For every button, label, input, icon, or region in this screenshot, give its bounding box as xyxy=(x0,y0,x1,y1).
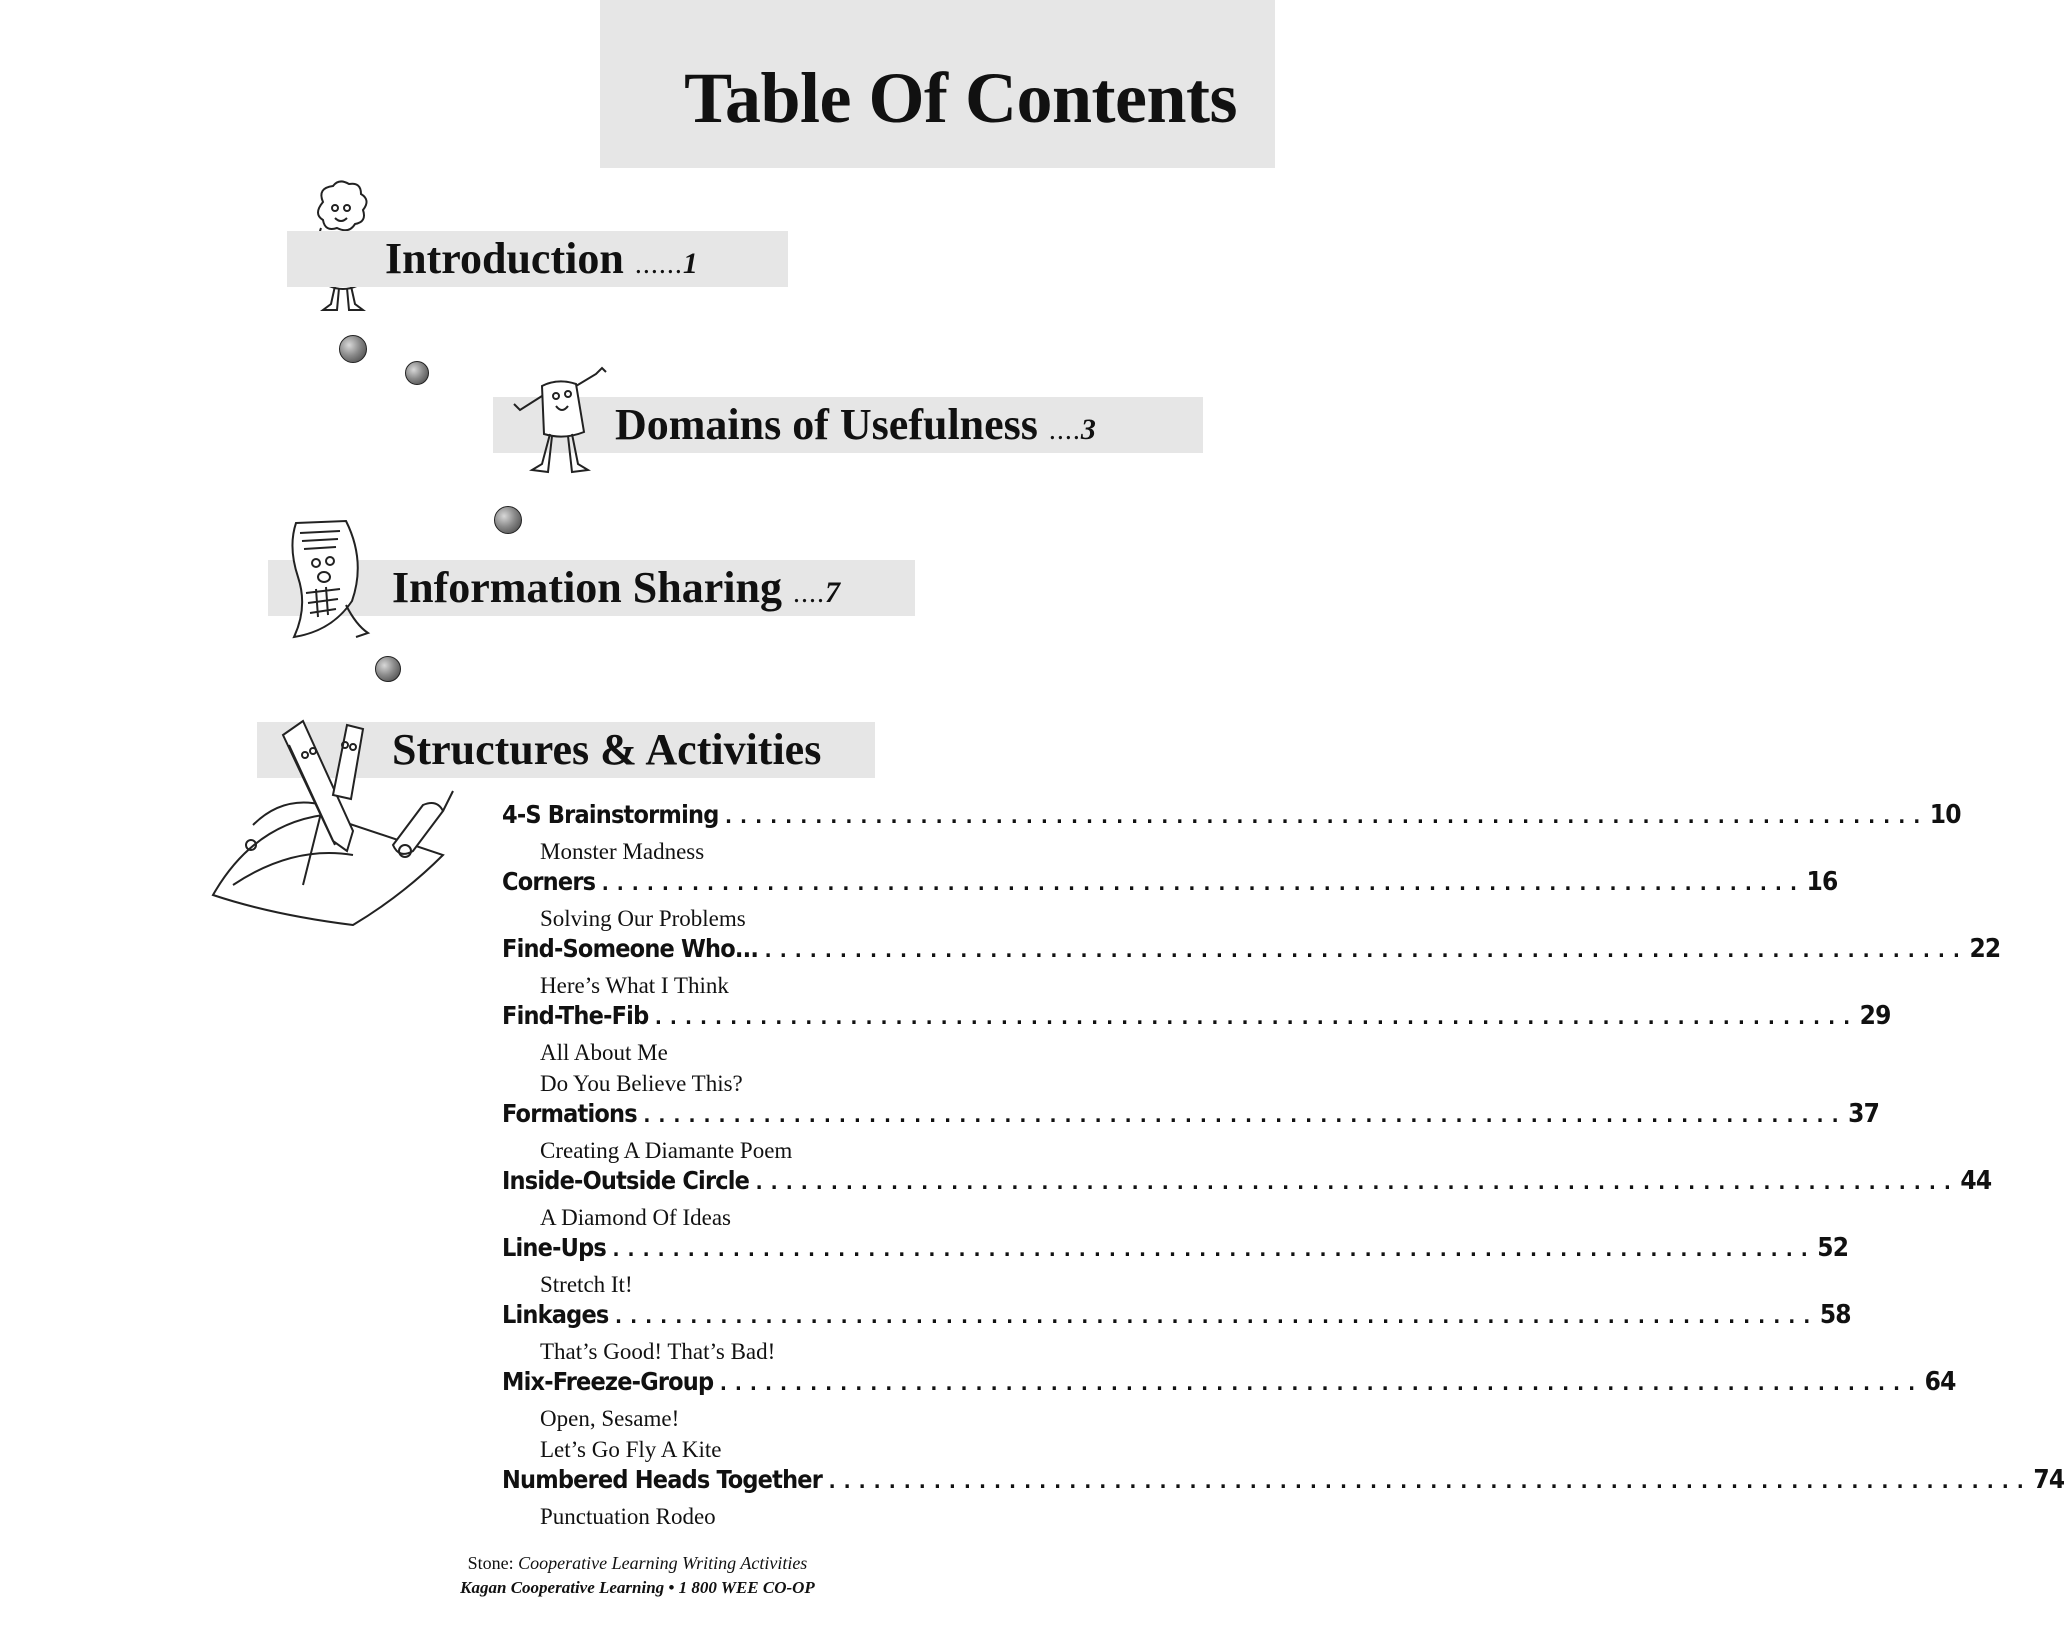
toc-entry[interactable] xyxy=(502,934,2001,1001)
dot-leader: .... xyxy=(1048,415,1081,446)
toc-sub-activity[interactable]: Let’s Go Fly A Kite xyxy=(540,1437,722,1462)
section-label: Information Sharing xyxy=(392,563,782,612)
toc-entry-page-number: 37 xyxy=(1848,1099,1880,1129)
toc-sub-activity[interactable]: Creating A Diamante Poem xyxy=(540,1138,793,1163)
toc-entry-title: Corners xyxy=(502,867,596,896)
toc-entry-page-number: 22 xyxy=(1969,934,2001,964)
toc-entry-title: Formations xyxy=(502,1099,637,1128)
toc-entry[interactable] xyxy=(502,1300,1851,1367)
dot-leader: ................................................................................ xyxy=(826,1469,2030,1493)
toc-entry-page-number: 29 xyxy=(1859,1001,1891,1031)
newspaper-character-icon xyxy=(276,515,374,645)
dot-leader: ................................................................................ xyxy=(612,1304,1816,1328)
footer-publisher: Kagan Cooperative Learning • 1 800 WEE CO-OP xyxy=(460,1578,815,1597)
toc-entry-page-number: 44 xyxy=(1960,1166,1992,1196)
dot-leader: ................................................................................ xyxy=(753,1170,1957,1194)
footer-book-title: Cooperative Learning Writing Activities xyxy=(518,1553,808,1573)
toc-entry-line xyxy=(502,1166,1992,1202)
toc-sub-activity[interactable]: Monster Madness xyxy=(540,839,705,864)
toc-entry-title: Line-Ups xyxy=(502,1233,607,1262)
toc-entry-line xyxy=(502,1367,1956,1403)
bullet-ball-icon xyxy=(405,361,429,385)
toc-entry-line xyxy=(502,1465,2064,1501)
toc-entry-page-number: 16 xyxy=(1806,867,1838,897)
toc-sub-activity[interactable]: That’s Good! That’s Bad! xyxy=(540,1339,776,1364)
dot-leader: ................................................................................ xyxy=(722,804,1926,828)
toc-entry[interactable] xyxy=(502,1166,1992,1233)
toc-entry[interactable] xyxy=(502,1001,1891,1099)
toc-entry-page-number: 52 xyxy=(1817,1233,1849,1263)
toc-entry-page-number: 58 xyxy=(1819,1300,1851,1330)
footer-author: Stone: xyxy=(467,1553,514,1573)
toc-entry-title: Mix-Freeze-Group xyxy=(502,1367,714,1396)
toc-entry-title: 4-S Brainstorming xyxy=(502,800,719,829)
toc-sub-activity[interactable]: All About Me xyxy=(540,1040,668,1065)
bullet-ball-icon xyxy=(339,335,367,363)
dot-leader: ...... xyxy=(634,249,683,280)
pencil-and-paper-icon xyxy=(193,715,493,935)
bullet-ball-icon xyxy=(494,506,522,534)
bullet-ball-icon xyxy=(375,656,401,682)
section-label: Introduction xyxy=(385,234,624,283)
dot-leader: ................................................................................ xyxy=(762,938,1966,962)
toc-entry-line xyxy=(502,800,1961,836)
toc-sub-activity[interactable]: Stretch It! xyxy=(540,1272,633,1297)
dot-leader: ................................................................................ xyxy=(599,871,1803,895)
section-introduction[interactable] xyxy=(287,231,788,287)
section-page-number: 1 xyxy=(682,247,698,280)
section-page-number: 3 xyxy=(1080,413,1096,446)
toc-entry-line xyxy=(502,1001,1891,1037)
dot-leader: ................................................................................ xyxy=(610,1237,1814,1261)
toc-entry-line xyxy=(502,934,2001,970)
dot-leader: .... xyxy=(792,578,825,609)
dot-leader: ................................................................................ xyxy=(717,1371,1921,1395)
page-title: Table Of Contents xyxy=(684,58,1237,138)
toc-entry-line xyxy=(502,1300,1851,1336)
activity-list xyxy=(502,800,2064,1532)
toc-entry[interactable] xyxy=(502,800,1961,867)
toc-entry-page-number: 64 xyxy=(1924,1367,1956,1397)
toc-sub-activity[interactable]: Solving Our Problems xyxy=(540,906,746,931)
title-banner xyxy=(600,0,1275,168)
toc-entry[interactable] xyxy=(502,1465,2064,1532)
toc-sub-activity[interactable]: Do You Believe This? xyxy=(540,1071,743,1096)
section-label: Structures & Activities xyxy=(392,725,822,774)
cartoon-figure-icon xyxy=(512,366,614,488)
footer-citation xyxy=(0,1553,1275,1574)
toc-entry-title: Linkages xyxy=(502,1300,609,1329)
toc-entry-page-number: 74 xyxy=(2033,1465,2064,1495)
toc-entry-page-number: 10 xyxy=(1929,800,1961,830)
toc-sub-activity[interactable]: Here’s What I Think xyxy=(540,973,729,998)
toc-sub-activity[interactable]: Open, Sesame! xyxy=(540,1406,680,1431)
section-label: Domains of Usefulness xyxy=(615,400,1038,449)
dot-leader: ................................................................................ xyxy=(640,1103,1845,1127)
section-page-number: 7 xyxy=(824,576,840,609)
toc-entry-title: Numbered Heads Together xyxy=(502,1465,823,1494)
toc-entry[interactable] xyxy=(502,867,1838,934)
toc-sub-activity[interactable]: Punctuation Rodeo xyxy=(540,1504,716,1529)
toc-entry-title: Inside-Outside Circle xyxy=(502,1166,750,1195)
toc-entry[interactable] xyxy=(502,1367,1956,1465)
toc-entry[interactable] xyxy=(502,1099,1880,1166)
toc-entry-title: Find-Someone Who... xyxy=(502,934,759,963)
toc-entry-line xyxy=(502,1233,1849,1269)
toc-sub-activity[interactable]: A Diamond Of Ideas xyxy=(540,1205,731,1230)
dot-leader: ................................................................................ xyxy=(652,1005,1856,1029)
toc-entry-line xyxy=(502,1099,1880,1135)
toc-entry-title: Find-The-Fib xyxy=(502,1001,649,1030)
toc-entry[interactable] xyxy=(502,1233,1849,1300)
toc-entry-line xyxy=(502,867,1838,903)
